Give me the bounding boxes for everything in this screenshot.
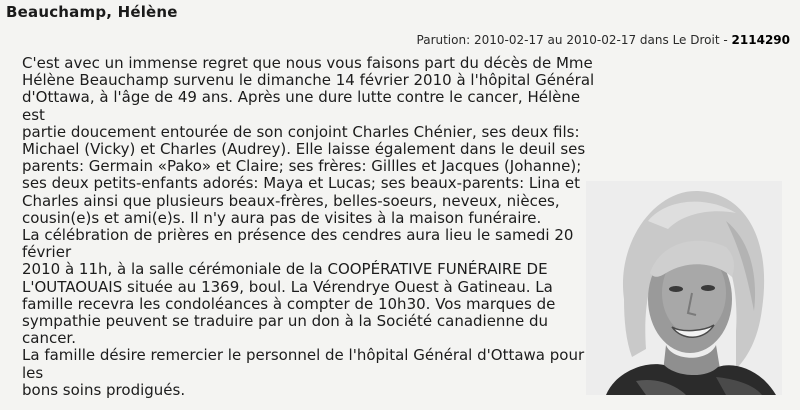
left-eye — [669, 286, 683, 292]
publication-info — [417, 33, 790, 47]
publication-in-label: dans — [639, 33, 669, 47]
publication-start-date: 2010-02-17 — [473, 33, 544, 47]
right-eye — [701, 285, 715, 291]
publication-end-date: 2010-02-17 — [566, 33, 637, 47]
portrait-photo-icon — [586, 181, 782, 395]
publication-separator: - — [723, 33, 728, 47]
portrait-photo — [586, 181, 782, 395]
publication-between: au — [547, 33, 563, 47]
notice-number: 2114290 — [731, 33, 790, 47]
page-title: Beauchamp, Hélène — [6, 3, 178, 21]
obituary-text: C'est avec un immense regret que nous vous faisons part du décès de Mme Hélène Beauchamp survenu le dimanche 14 février 2010 à l'hôpital Général d'Ottawa, à l'âge de 49 ans. Après une dure lutte contre le cancer, Hélène est partie doucement entourée de son conjoint Charles Chénier, ses deux fils: Michael (Vicky) et Charles (Audrey). Elle laisse également dans le deuil ses parents: Germain «Pako» et Claire; ses frères: Gillles et Jacques (Johanne); ses deux petits-enfants adorés: Maya et Lucas; ses beaux-parents: Lina et Charles ainsi que plusieurs beaux-frères, belles-soeurs, neveux, nièces, cousin(e)s et ami(e)s. Il n'y aura pas de visites à la maison funéraire. La célébration de prières en présence des cendres aura lieu le samedi 20 février 2010 à 11h, à la salle cérémoniale de la COOPÉRATIVE FUNÉRAIRE DE L'OUTAOUAIS située au 1369, boul. La Vérendrye Ouest à Gatineau. La famille recevra les condoléances à compter de 10h30. Vos marques de sympathie peuvent se traduire par un don à la Société canadienne du cancer. La famille désire remercier le personnel de l'hôpital Général d'Ottawa pour les bons soins prodigués. — [22, 54, 595, 399]
publication-prefix: Parution: — [416, 33, 471, 47]
newspaper-name: Le Droit — [672, 33, 720, 47]
